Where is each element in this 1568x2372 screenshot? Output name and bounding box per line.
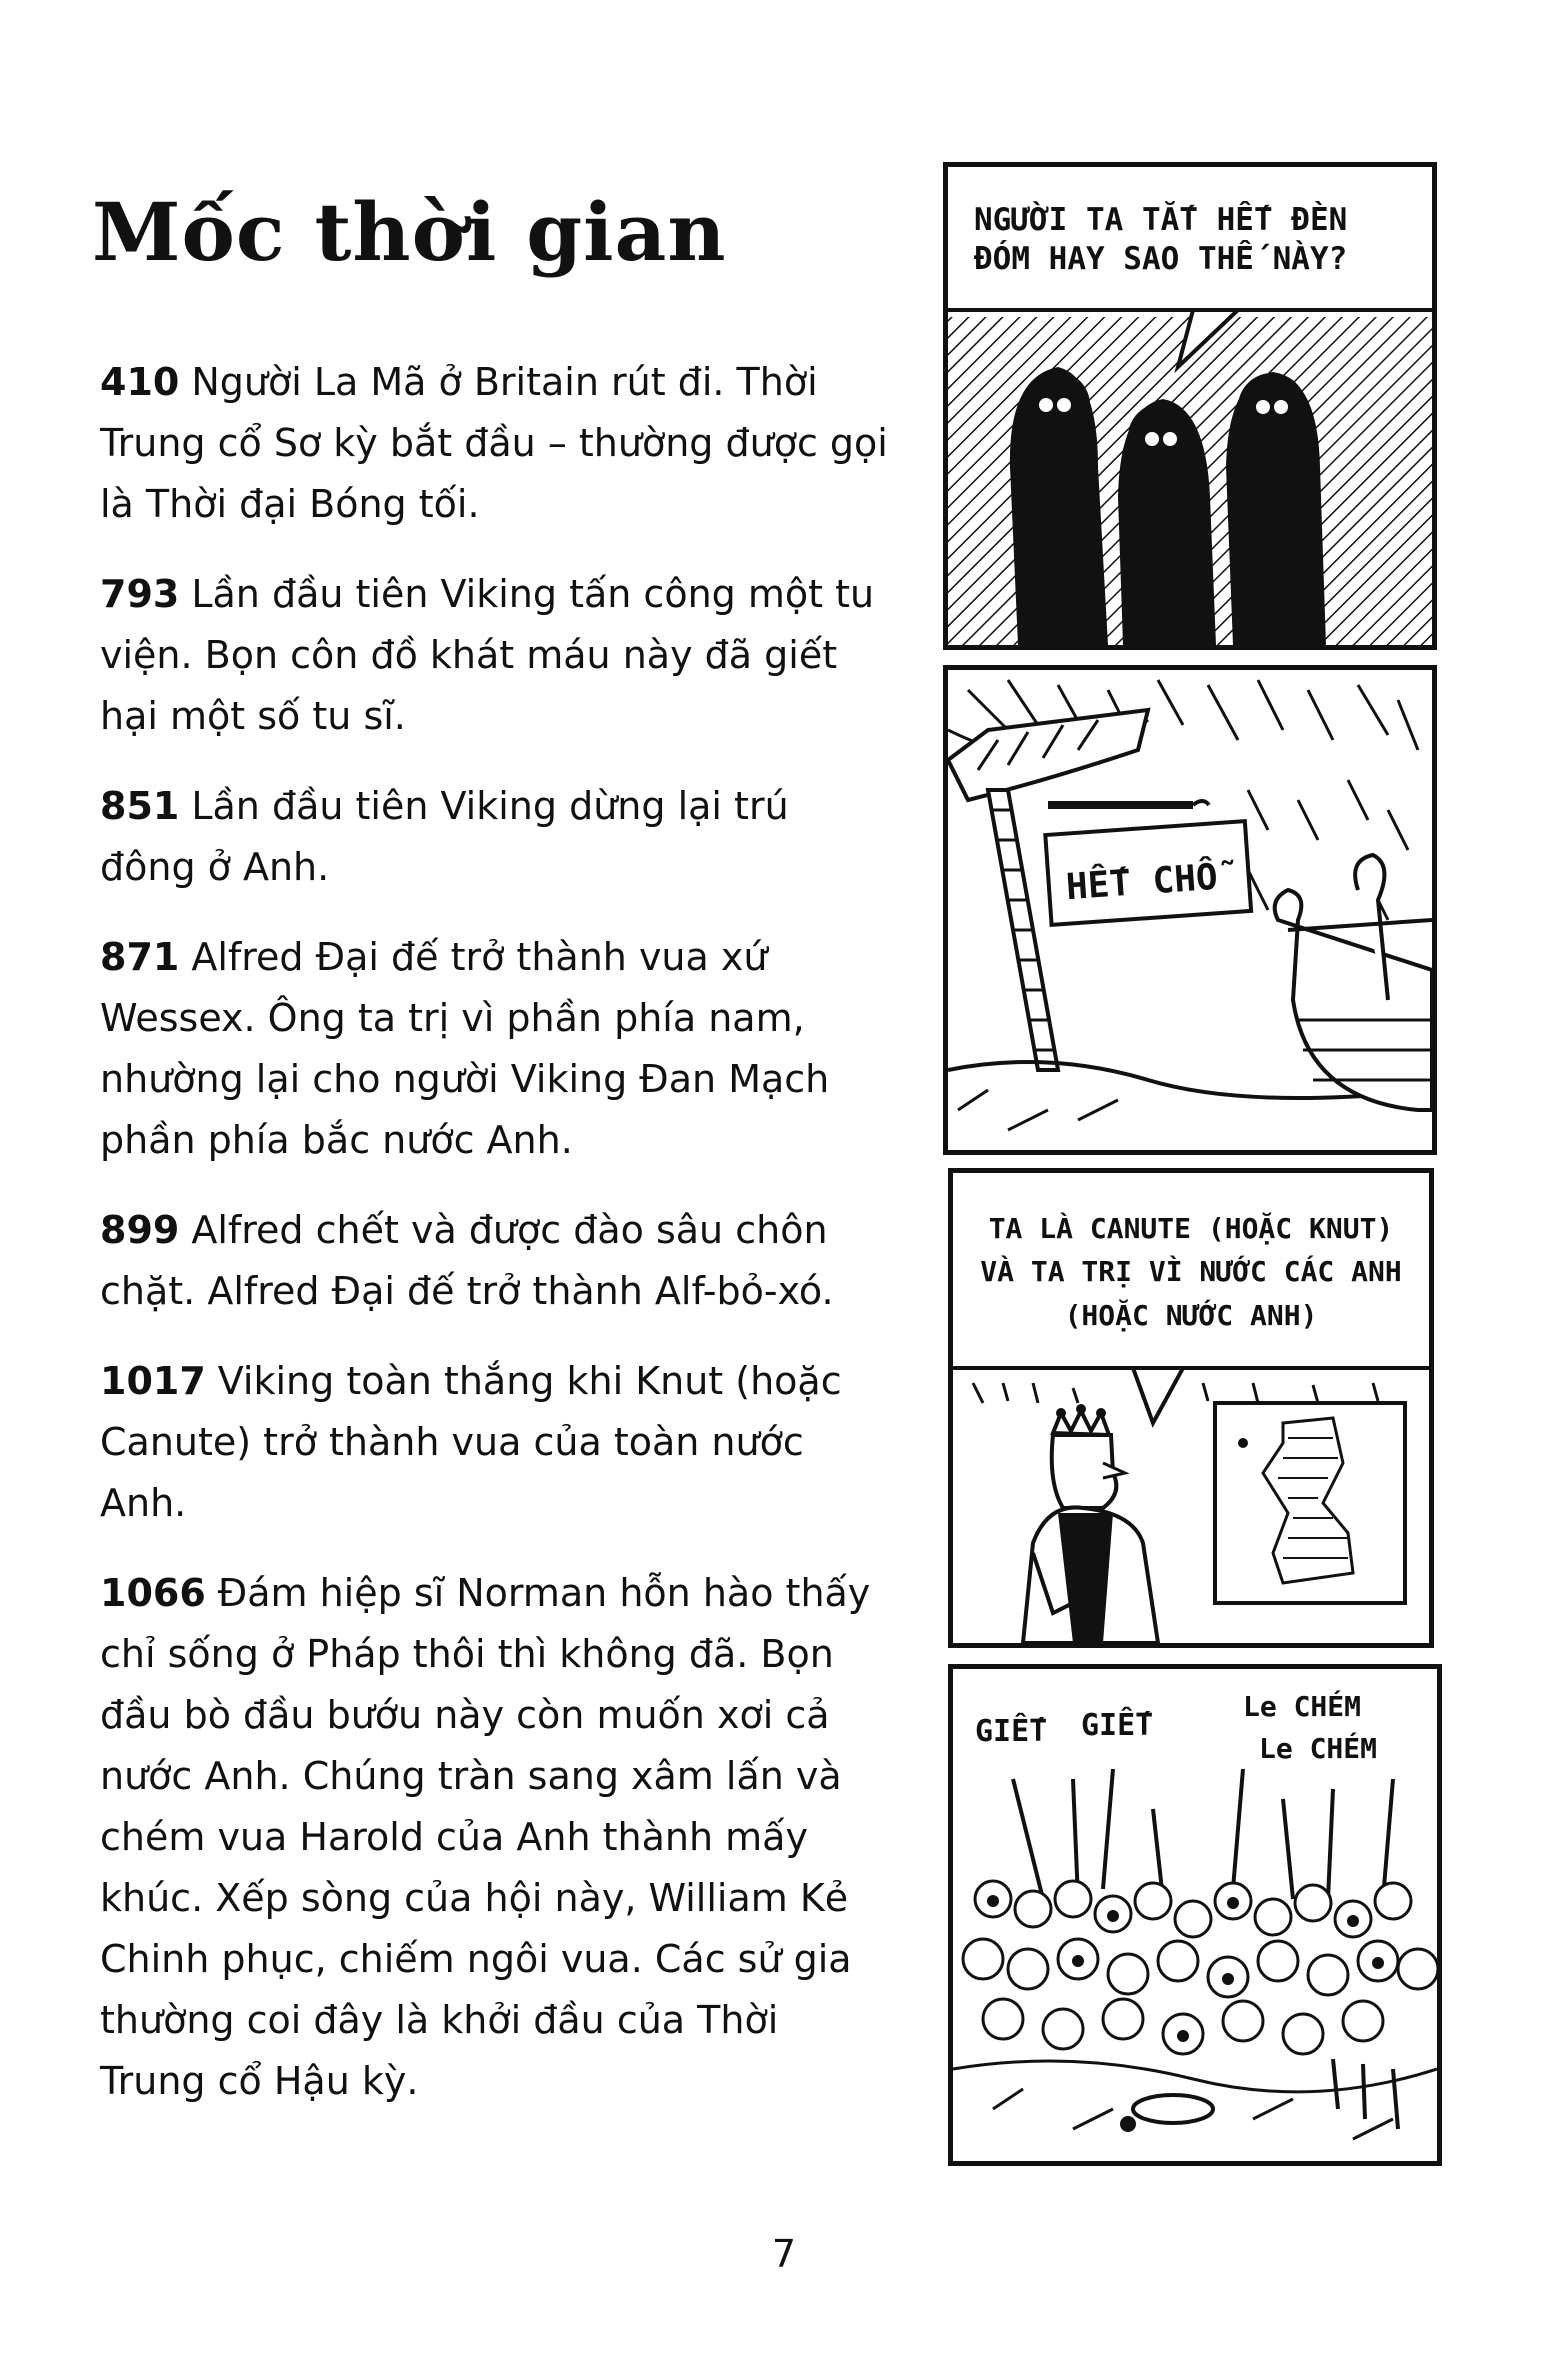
sfx-text: Le CHÉM	[1243, 1690, 1362, 1723]
timeline-entry	[100, 564, 890, 747]
sign-illustration	[948, 670, 1432, 1150]
entry-year: 1017	[100, 1359, 206, 1403]
sfx-text: GIẾT	[1081, 1708, 1154, 1743]
entry-year: 410	[100, 360, 180, 404]
caption-line: VÀ TA TRỊ VÌ NƯỚC CÁC ANH	[980, 1255, 1402, 1289]
comic-panel-dark-figures	[943, 162, 1437, 650]
sfx-text: Le CHÉM	[1259, 1732, 1378, 1765]
entry-text: Alfred Đại đế trở thành vua xứ Wessex. Ông ta trị vì phần phía nam, nhường lại cho người Viking Đan Mạch phần phía bắc nước Anh.	[100, 935, 830, 1162]
timeline-entry	[100, 1563, 890, 2112]
timeline-list	[100, 352, 890, 2141]
entry-year: 1066	[100, 1571, 206, 1615]
timeline-entry	[100, 1200, 890, 1322]
page-number: 7	[771, 2232, 797, 2276]
entry-year: 793	[100, 572, 180, 616]
page-title: Mốc thời gian	[92, 185, 727, 279]
caption-line: ĐÓM HAY SAO THẾ NÀY?	[974, 240, 1348, 277]
caption-line: NGƯỜI TA TẮT HẾT ĐÈN	[974, 202, 1348, 238]
entry-text: Người La Mã ở Britain rút đi. Thời Trung cổ Sơ kỳ bắt đầu – thường được gọi là Thời đại Bóng tối.	[100, 360, 888, 526]
entry-year: 851	[100, 784, 180, 828]
timeline-entry	[100, 776, 890, 898]
speech-bubble-text	[953, 1207, 1429, 1337]
caption-line: TA LÀ CANUTE (HOẶC KNUT)	[988, 1212, 1394, 1245]
entry-year: 871	[100, 935, 180, 979]
comic-panel-full-sign	[943, 665, 1437, 1155]
entry-text: Lần đầu tiên Viking dừng lại trú đông ở Anh.	[100, 784, 789, 889]
entry-text: Alfred chết và được đào sâu chôn chặt. Alfred Đại đế trở thành Alf-bỏ-xó.	[100, 1208, 834, 1313]
caption-line: (HOẶC NƯỚC ANH)	[1064, 1298, 1318, 1332]
timeline-entry	[100, 352, 890, 535]
sign-text: HẾT CHỖ	[1064, 856, 1219, 909]
sfx-text: GIẾT	[975, 1714, 1048, 1749]
comic-panel-battle	[948, 1664, 1442, 2166]
timeline-entry	[100, 927, 890, 1171]
entry-text: Đám hiệp sĩ Norman hỗn hào thấy chỉ sống ở Pháp thôi thì không đã. Bọn đầu bò đầu bướu này còn muốn xơi cả nước Anh. Chúng tràn sang xâm lấn và chém vua Harold của Anh thành mấy khúc. Xếp sòng của hội này, William Kẻ Chinh phục, chiếm ngôi vua. Các sử gia thường coi đây là khởi đầu của Thời Trung cổ Hậu kỳ.	[100, 1571, 871, 2103]
entry-text: Viking toàn thắng khi Knut (hoặc Canute) trở thành vua của toàn nước Anh.	[100, 1359, 842, 1525]
entry-text: Lần đầu tiên Viking tấn công một tu viện. Bọn côn đồ khát máu này đã giết hại một số tu sĩ.	[100, 572, 875, 738]
entry-year: 899	[100, 1208, 180, 1252]
comic-panel-canute	[948, 1168, 1434, 1648]
timeline-entry	[100, 1351, 890, 1534]
speech-bubble-text	[974, 201, 1347, 279]
